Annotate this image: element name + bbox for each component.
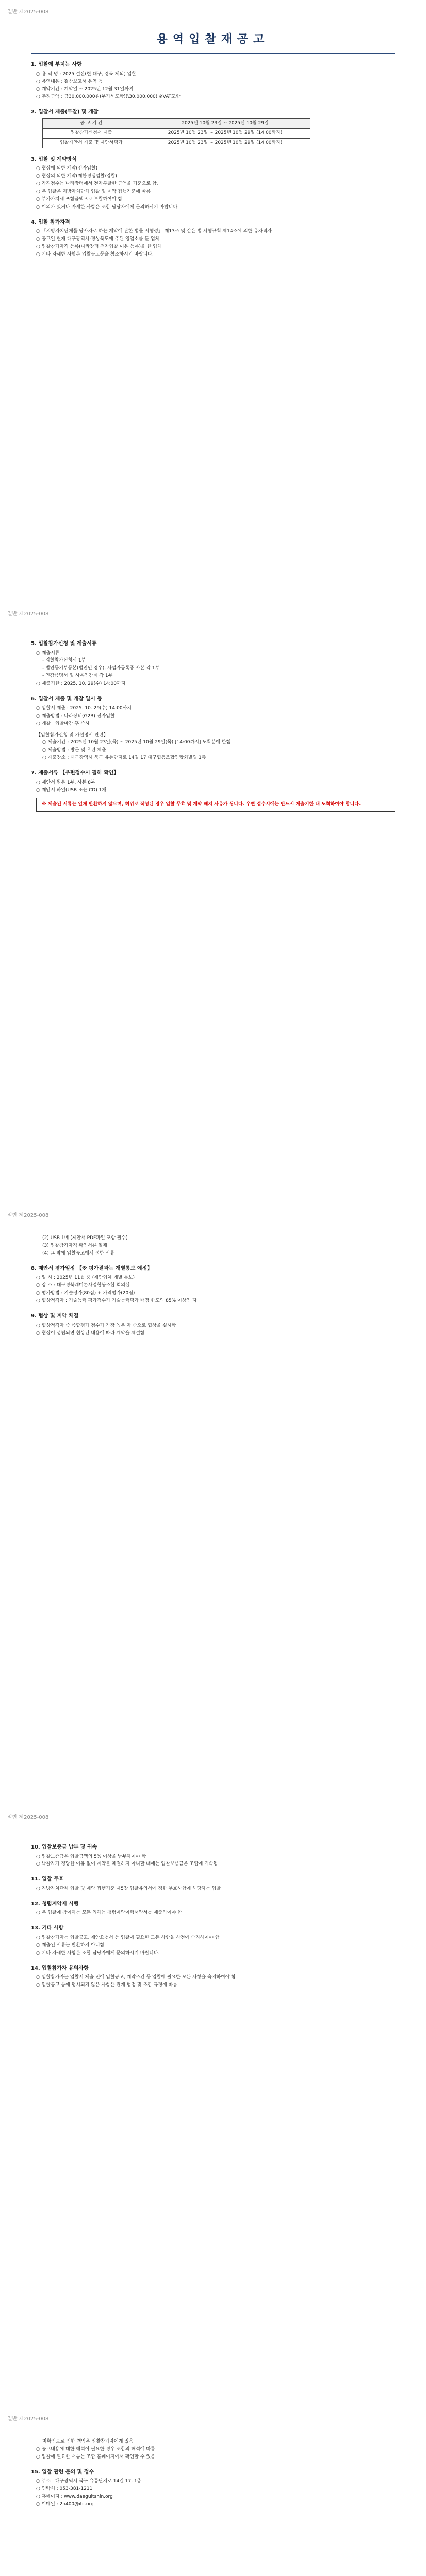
schedule-table [42,118,310,148]
list-item: ○ 추정금액 : 금30,000,000원(부가세포함)(\30,000,000) ※VAT포함 [36,94,181,100]
list-item: ○ 장 소 : 대구경북레미콘사업협동조합 회의실 [36,1283,130,1289]
list-item: ○ 일 시 : 2025년 11월 중 (제안업체 개별 통보) [36,1275,135,1281]
list-item: ○ 제출된 서류는 반환하지 아니함 [36,1942,105,1948]
list-item: ○ 입찰참가자는 입찰공고, 제안요청서 등 입찰에 필요한 모든 사항을 사전에 숙지하여야 함 [36,1935,220,1940]
list-item: ○ 협상적격자 중 종합평가 점수가 가장 높은 자 순으로 협상을 실시함 [36,1323,176,1328]
list-item: - 입찰참가신청서 1부 [42,658,86,664]
table-cell: 입찰제안서 제출 및 제안서평가 [43,138,140,148]
list-item: ○ 계약기간 : 계약일 ~ 2025년 12월 31일까지 [36,87,134,92]
section-heading: 2. 입찰서 제출(투찰) 및 개찰 [31,109,99,115]
table-cell: 입찰참가신청서 제출 [43,128,140,138]
list-item: - 인감증명서 및 사용인감계 각 1부 [42,673,113,679]
list-item: ○ 이메일 : 2n400@itc.org [36,2502,94,2507]
list-item: ○ 제출기간 : 2025년 10월 23일(목) ~ 2025년 10월 29일(목) [14:00까지] 도착분에 한함 [42,740,231,745]
list-item: ○ 입찰공고 등에 명시되지 않은 사항은 관계 법령 및 조합 규정에 따름 [36,1982,178,1988]
page-3-body [31,1234,395,1337]
list-item: ○ 제출서류 [36,650,60,656]
list-item: ○ 주소 : 대구광역시 북구 유통단지로 14길 17, 1층 [36,2479,142,2484]
section-heading: 13. 기타 사항 [31,1925,64,1931]
section-heading: 1. 입찰에 부치는 사항 [31,62,82,68]
list-item: ○ 용역내용 : 결산보고서 용역 등 [36,79,103,84]
list-item: ○ 낙찰자가 정당한 이유 없이 계약을 체결하지 아니할 때에는 입찰보증금은 조합에 귀속됨 [36,1861,218,1867]
page-label: 일반 제2025-008 [7,1815,49,1820]
list-item: ○ 입찰에 필요한 서류는 조합 홈페이지에서 확인할 수 있음 [36,2454,155,2460]
page-5-body [31,2438,395,2509]
list-item: ○ 가격점수는 나라장터에서 전자투찰한 금액을 기준으로 함. [36,181,158,187]
list-item: ○ 평가방법 : 기술평가(80점) + 가격평가(20점) [36,1291,135,1296]
table-header-cell: 공 고 기 간 [43,118,140,128]
list-item: ○ 협상의 의한 계약(제한경쟁입찰/입찰) [36,174,117,179]
section-heading: 15. 입찰 관련 문의 및 접수 [31,2469,94,2475]
page-1-body [31,31,395,259]
section-heading: 3. 입찰 및 계약방식 [31,156,77,162]
page-2 [0,602,426,1204]
section-heading: 7. 제출서류 【우편접수시 필히 확인】 [31,770,119,776]
section-heading: 8. 제안서 평가일정 【※ 평가결과는 개별통보 예정】 [31,1265,153,1272]
page-label: 일반 제2025-008 [7,9,49,15]
list-item: ○ 연락처 : 053-381-1211 [36,2486,93,2492]
list-item: ○ 입찰참가자격 등록(나라장터 전자입찰 이용 등록)을 한 업체 [36,244,162,250]
page-4-body [31,1836,395,1990]
list-item: ○ 부가가치세 포함금액으로 투찰하여야 함. [36,196,124,202]
table-row [43,128,310,138]
section-heading: 10. 입찰보증금 납부 및 귀속 [31,1844,97,1850]
list-item: ○ 입찰참가자는 입찰서 제출 전에 입찰공고, 계약조건 등 입찰에 필요한 모든 사항을 숙지하여야 함 [36,1975,236,1980]
section-heading: 12. 청렴계약제 시행 [31,1901,79,1907]
section-heading: 4. 입찰 참가자격 [31,219,70,225]
list-item: ○ 홈페이지 : www.daeguitshin.org [36,2494,113,2500]
page-1 [0,0,426,602]
list-item: 미확인으로 인한 책임은 입찰참가자에게 있음 [42,2439,134,2444]
list-item: ○ 제안서 파일(USB 또는 CD) 1개 [36,787,107,793]
table-cell: 2025년 10월 23일 ~ 2025년 10월 29일 (14:00까지) [140,138,310,148]
list-item: (4) 그 밖에 입찰공고에서 정한 서류 [42,1250,115,1256]
list-item: ○ 「지방자치단체를 당사자로 하는 계약에 관한 법률 시행령」 제13조 및 같은 법 시행규칙 제14조에 의한 유자격자 [36,229,272,234]
list-item: ○ 본 입찰은 지방자치단체 입찰 및 계약 집행기준에 따름 [36,189,151,194]
list-item: ○ 제안서 원본 1부, 사본 8부 [36,779,95,785]
section-heading: 9. 협상 및 계약 체결 [31,1313,79,1319]
list-item: (2) USB 1매 (제안서 PDF파일 포함 필수) [42,1235,128,1241]
list-item: (3) 입찰참가자격 확인서류 일체 [42,1243,107,1248]
list-item: - 법인등기부등본(법인인 경우), 사업자등록증 사본 각 1부 [42,666,160,671]
list-item: ○ 입찰서 제출 : 2025. 10. 29(수) 14:00까지 [36,705,132,711]
page-2-body [31,633,395,815]
list-item: ○ 본 입찰에 참여하는 모든 업체는 청렴계약이행서약서를 제출하여야 함 [36,1910,182,1916]
table-header-row [43,118,310,128]
page-label: 일반 제2025-008 [7,611,49,617]
list-item: ○ 공고일 현재 대구광역시·경상북도에 주된 영업소를 둔 업체 [36,236,160,242]
table-row [43,138,310,148]
document-title: 용역입찰재공고 [156,33,270,46]
table-header-cell: 2025년 10월 23일 ~ 2025년 10월 29일 [140,118,310,128]
list-item: ○ 제출방법 : 방문 및 우편 제출 [42,748,106,753]
page-label: 일반 제2025-008 [7,1213,49,1218]
list-item: ○ 이의가 있거나 자세한 사항은 조합 담당자에게 문의하시기 바랍니다. [36,204,179,210]
list-item: ○ 협상적격자 : 기술능력 평가점수가 기술능력평가 배점 한도의 85% 이상인 자 [36,1298,197,1304]
list-item: ○ 입찰보증금은 입찰금액의 5% 이상을 납부하여야 함 [36,1854,146,1859]
list-item: ○ 공고내용에 대한 해석이 필요한 경우 조합의 해석에 따름 [36,2446,155,2452]
section-heading: 11. 입찰 무효 [31,1876,64,1883]
subsection-heading: 【입찰참가신청 및 가설명서 관련】 [36,732,108,738]
section-heading: 5. 입찰참가신청 및 제출서류 [31,641,97,647]
list-item: ○ 지방자치단체 입찰 및 계약 집행기준 제5장 입찰유의서에 정한 무효사항에 해당하는 입찰 [36,1886,221,1891]
list-item: ○ 제출기한 : 2025. 10. 29(수) 14:00까지 [36,681,126,687]
page-5 [0,2407,426,2576]
list-item: ○ 기타 자세한 사항은 조합 담당자에게 문의하시기 바랍니다. [36,1950,160,1956]
list-item: ○ 협상에 의한 계약(전자입찰) [36,166,98,172]
list-item: ○ 개찰 : 입찰마감 후 즉시 [36,721,90,726]
section-heading: 14. 입찰참가자 유의사항 [31,1965,89,1971]
page-label: 일반 제2025-008 [7,2416,49,2422]
list-item: ○ 협상이 성립되면 협상된 내용에 따라 계약을 체결함 [36,1330,145,1336]
warning-box [36,798,395,812]
list-item: ○ 용 역 명 : 2025 결산(현 대구, 경북 제외) 입찰 [36,71,136,77]
page-3 [0,1204,426,1805]
list-item: ○ 기타 자세한 사항은 입찰공고문을 참조하시기 바랍니다. [36,252,154,258]
list-item: ○ 제출방법 : 나라장터(G2B) 전자입찰 [36,713,115,719]
warning-text: ※ 제출된 서류는 일체 반환하지 않으며, 허위로 작성된 경우 입찰 무효 및 계약 해지 사유가 됩니다. 우편 접수시에는 반드시 제출기한 내 도착하여야 합니다. [42,801,361,807]
title-rule [31,53,395,54]
list-item: ○ 제출장소 : 대구광역시 북구 유통단지로 14길 17 대구협동조합연합회빌딩 1층 [42,755,206,761]
section-heading: 6. 입찰서 제출 및 개찰 일시 등 [31,696,102,702]
page-4 [0,1805,426,2407]
table-cell: 2025년 10월 23일 ~ 2025년 10월 29일 (14:00까지) [140,128,310,138]
